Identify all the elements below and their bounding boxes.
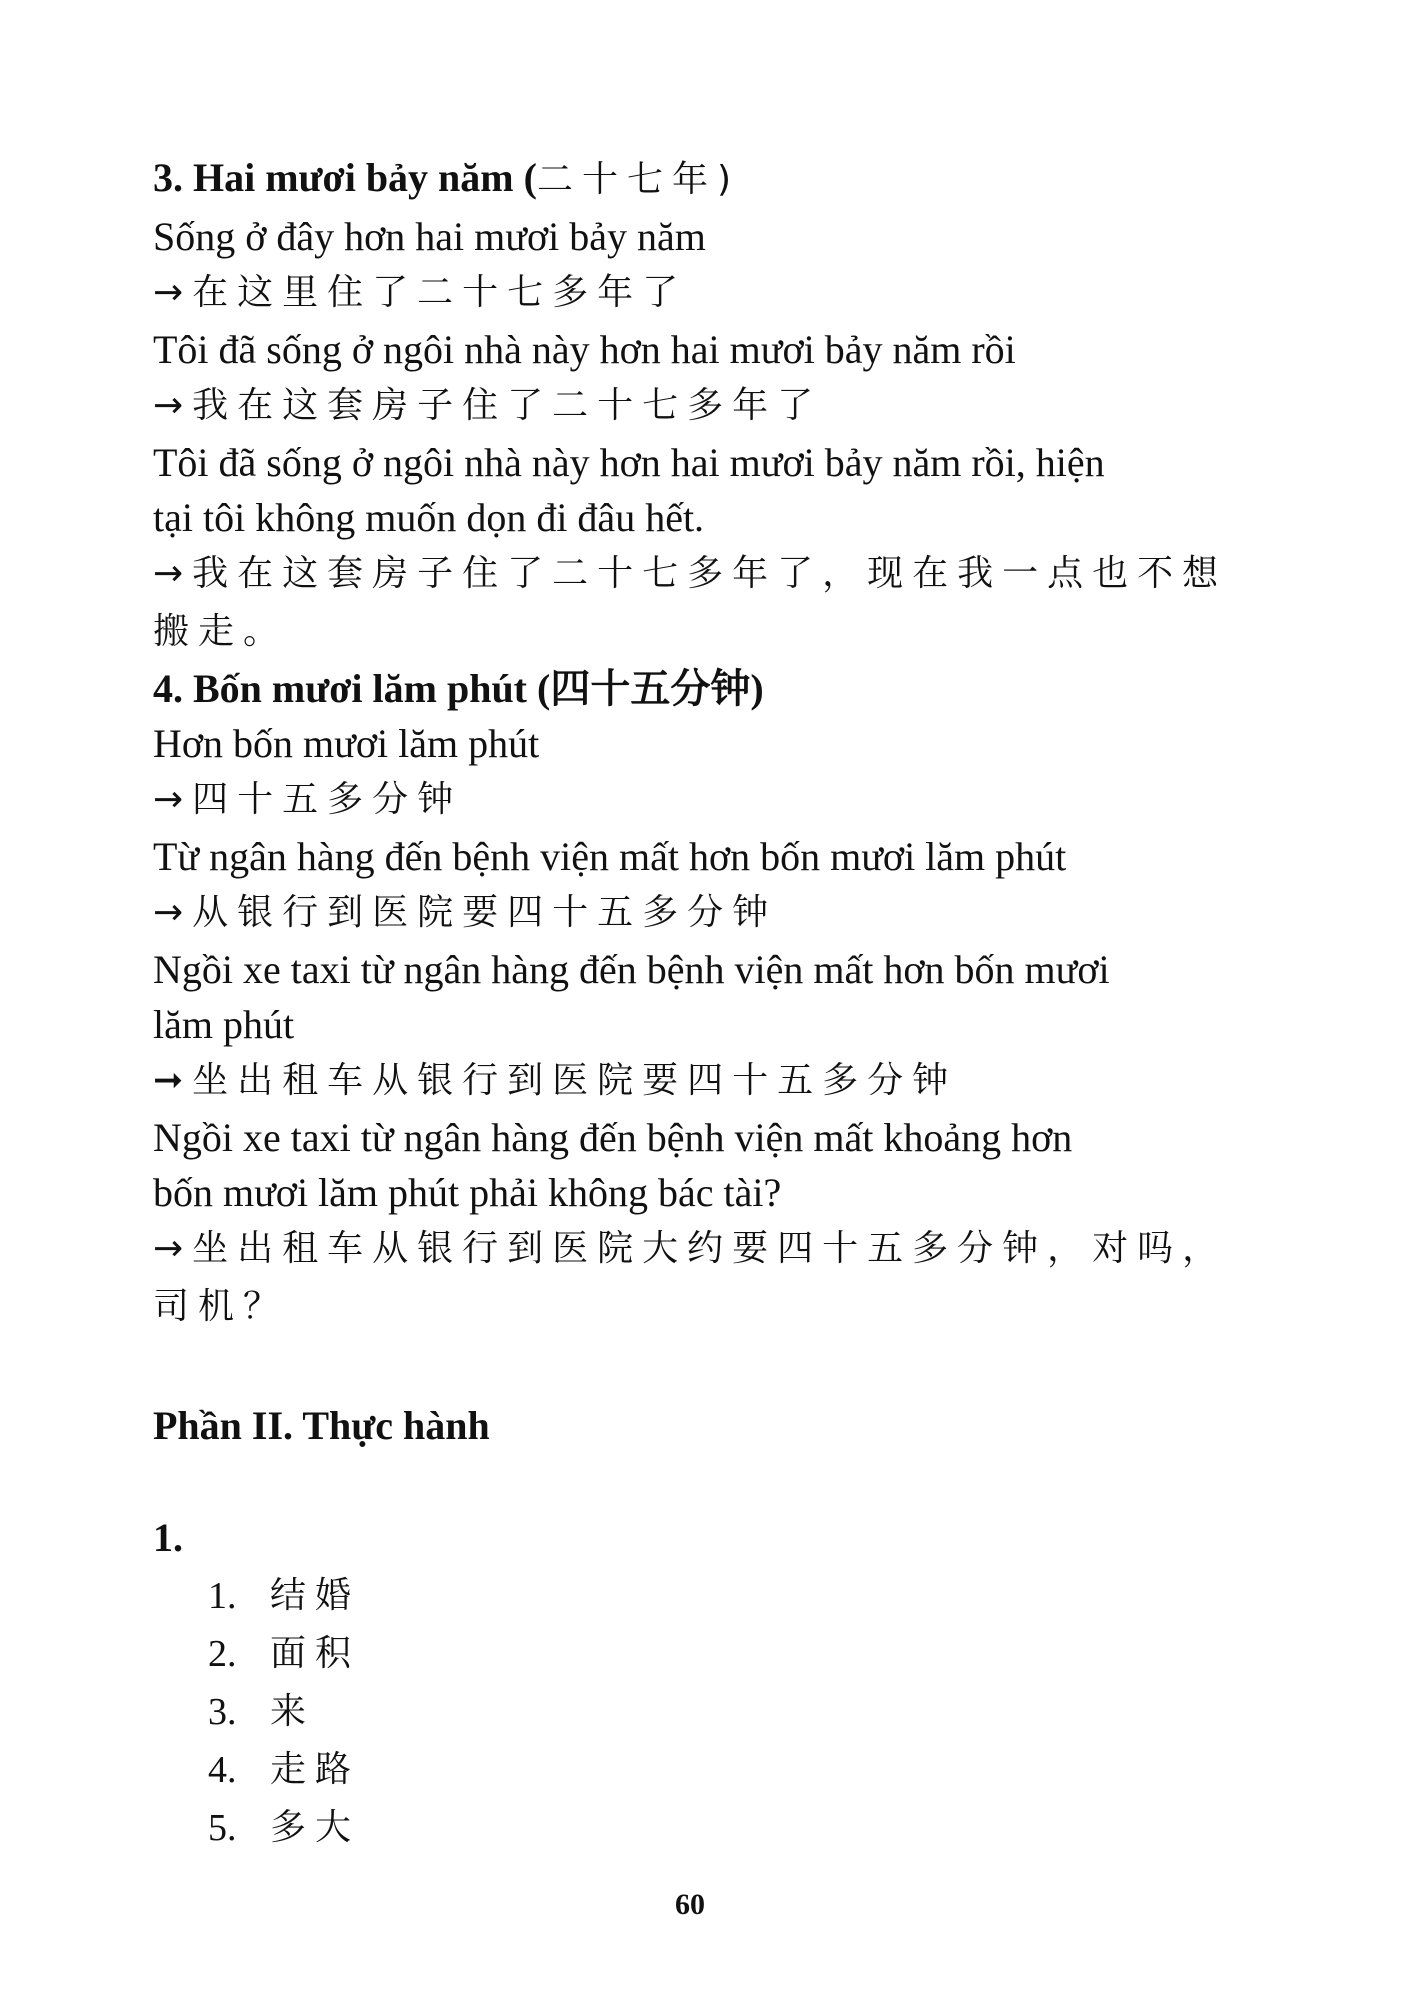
text-line: Từ ngân hàng đến bệnh viện mất hơn bốn mươi lăm phút [153, 834, 1067, 879]
list-item [208, 1567, 1263, 1625]
text-line: tại tôi không muốn dọn đi đâu hết. [153, 495, 705, 540]
chinese-line: ➞坐出租车从银行到医院要四十五多分钟 [153, 1060, 958, 1101]
chinese-line: →坐出租车从银行到医院大约要四十五多分钟，对吗， [153, 1228, 1228, 1269]
chinese-line: 搬走。 [153, 611, 289, 652]
answer-list [208, 1567, 1263, 1857]
list-item-text: 结婚 [270, 1575, 361, 1616]
chinese-line: →在这里住了二十七多年了 [153, 272, 688, 313]
list-item [208, 1683, 1263, 1741]
chinese-line: →从银行到医院要四十五多分钟 [153, 892, 778, 933]
chinese-line: →四十五多分钟 [153, 779, 463, 820]
text-line: Tôi đã sống ở ngôi nhà này hơn hai mươi bảy năm rồi, hiện [153, 440, 1105, 485]
section-3-heading-text: 3. Hai mươi bảy năm ( [153, 155, 537, 200]
list-item-text: 面积 [270, 1633, 361, 1674]
list-item [208, 1799, 1263, 1857]
section-3-heading-cn: 二十七年) [536, 159, 740, 200]
list-item [208, 1741, 1263, 1799]
text-line: Sống ở đây hơn hai mươi bảy năm [153, 214, 706, 259]
exercise-number: 1. [153, 1515, 183, 1560]
chinese-line: 司机？ [153, 1286, 289, 1327]
page-number: 60 [675, 1888, 705, 1921]
text-line: Ngồi xe taxi từ ngân hàng đến bệnh viện mất khoảng hơn [153, 1115, 1073, 1160]
list-item-number: 4. [208, 1749, 237, 1791]
section-3-heading [153, 150, 1263, 209]
text-line: bốn mươi lăm phút phải không bác tài? [153, 1170, 782, 1215]
text-line: Hơn bốn mươi lăm phút [153, 721, 540, 766]
list-item-number: 5. [208, 1807, 237, 1849]
list-item-text: 多大 [270, 1807, 361, 1848]
chinese-line: →我在这套房子住了二十七多年了 [153, 385, 823, 426]
list-item-text: 来 [270, 1691, 316, 1732]
chinese-line: →我在这套房子住了二十七多年了，现在我一点也不想 [153, 553, 1228, 594]
list-item-number: 1. [208, 1575, 237, 1617]
text-line: Ngồi xe taxi từ ngân hàng đến bệnh viện mất hơn bốn mươi [153, 947, 1110, 992]
page-content [153, 150, 1263, 1857]
list-item-number: 3. [208, 1691, 237, 1733]
text-line: Tôi đã sống ở ngôi nhà này hơn hai mươi bảy năm rồi [153, 327, 1016, 372]
list-item-text: 走路 [270, 1749, 361, 1790]
part-2-title: Phần II. Thực hành [153, 1403, 490, 1448]
text-line: lăm phút [153, 1002, 295, 1047]
list-item-number: 2. [208, 1633, 237, 1675]
list-item [208, 1625, 1263, 1683]
section-4-heading: 4. Bốn mươi lăm phút (四十五分钟) [153, 666, 764, 711]
